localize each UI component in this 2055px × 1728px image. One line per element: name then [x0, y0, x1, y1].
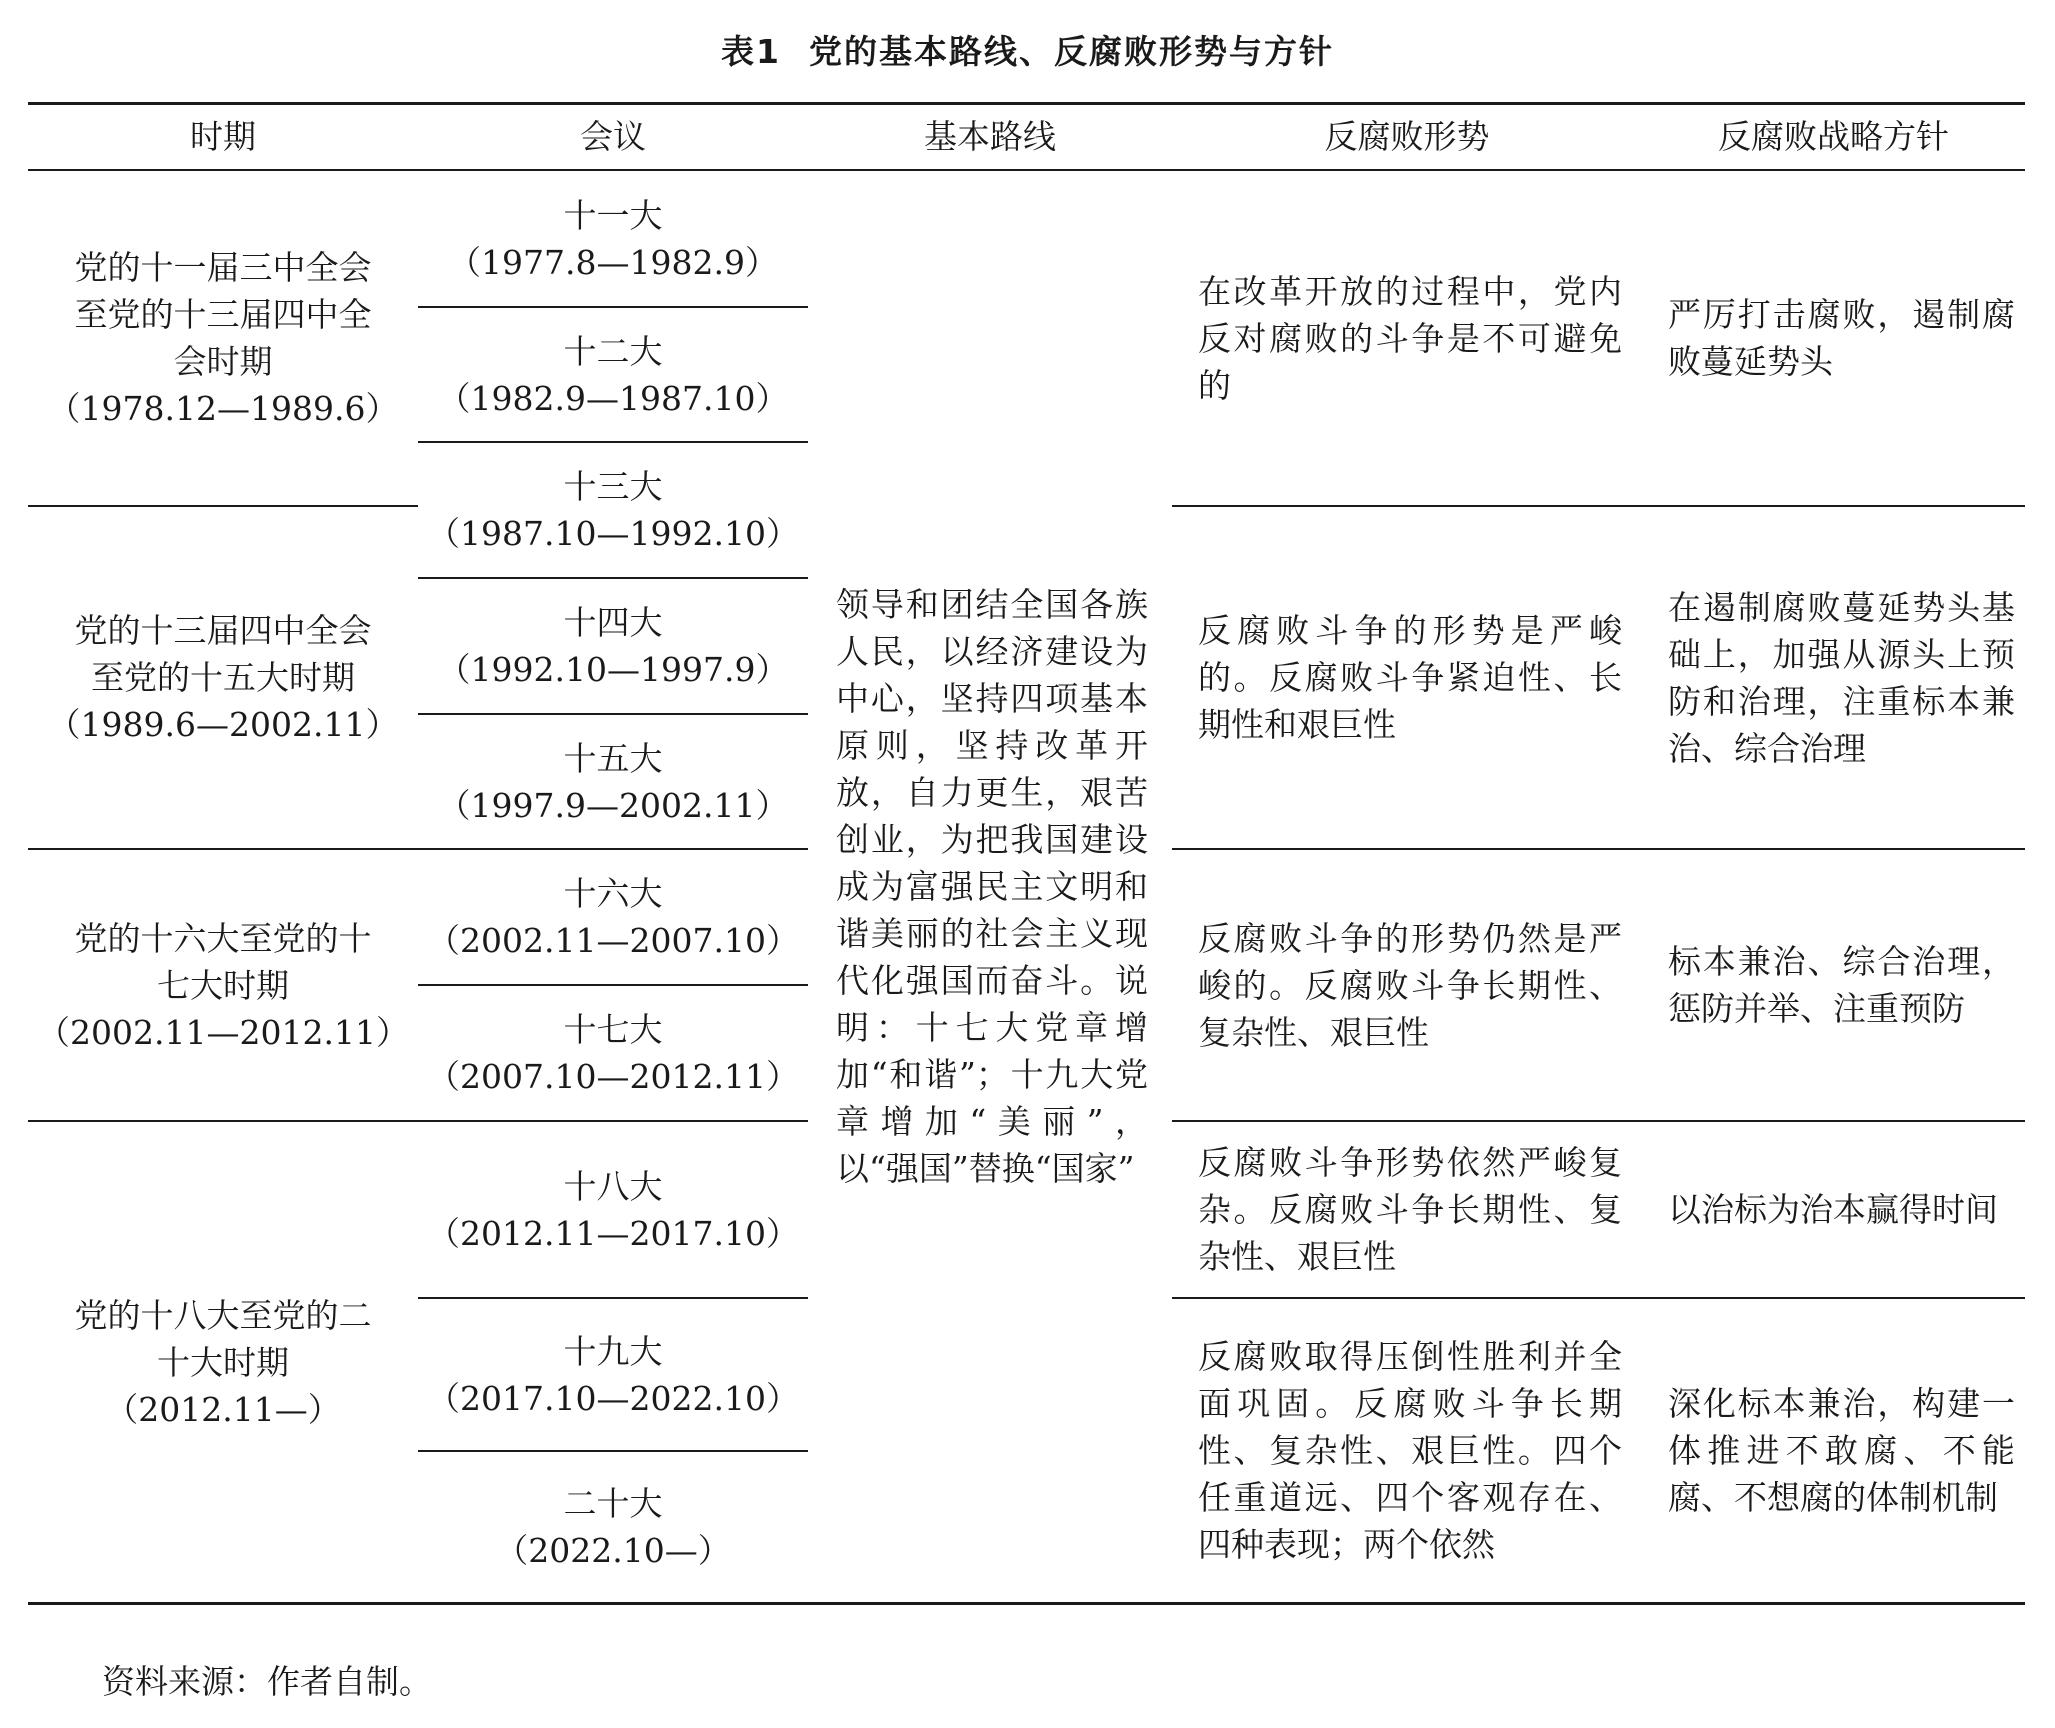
meeting-cell: 十一大 （1977.8—1982.9）	[448, 195, 778, 282]
situation-cell: 反腐败斗争的形势是严峻的。反腐败斗争紧迫性、长期性和艰巨性	[1198, 611, 1622, 744]
meeting-cell: 十九大 （2017.10—2022.10）	[427, 1331, 799, 1418]
situation-cell: 在改革开放的过程中，党内反对腐败的斗争是不可避免的	[1198, 271, 1622, 405]
period-cell: 党的十三届四中全会 至党的十五大时期 （1989.6—2002.11）	[47, 611, 399, 744]
meeting-cell: 十七大 （2007.10—2012.11）	[427, 1010, 799, 1096]
period-cell: 党的十一届三中全会 至党的十三届四中全 会时期 （1978.12—1989.6）	[47, 248, 399, 428]
situation-cell: 反腐败斗争的形势仍然是严峻的。反腐败斗争长期性、复杂性、艰巨性	[1198, 918, 1622, 1052]
meeting-cell: 十二大 （1982.9—1987.10）	[437, 331, 789, 418]
header-basic-line: 基本路线	[924, 117, 1056, 156]
meeting-cell: 二十大 （2022.10—）	[495, 1484, 731, 1570]
meeting-cell: 十三大 （1987.10—1992.10）	[427, 467, 799, 553]
period-cell: 党的十六大至党的十 七大时期 （2002.11—2012.11）	[37, 918, 409, 1052]
meeting-cell: 十六大 （2002.11—2007.10）	[427, 874, 799, 960]
meeting-cell: 十四大 （1992.10—1997.9）	[437, 603, 789, 689]
situation-cell: 反腐败取得压倒性胜利并全面巩固。反腐败斗争长期性、复杂性、艰巨性。四个任重道远、四个客观存在、四种表现；两个依然	[1198, 1337, 1622, 1564]
table-number: 表1	[721, 32, 781, 71]
table-title-text: 党的基本路线、反腐败形势与方针	[808, 32, 1334, 71]
meeting-cell: 十八大 （2012.11—2017.10）	[427, 1166, 799, 1253]
policy-cell: 深化标本兼治，构建一体推进不敢腐、不能腐、不想腐的体制机制	[1668, 1384, 2015, 1517]
meeting-cell: 十五大 （1997.9—2002.11）	[437, 738, 789, 825]
source-note: 资料来源：作者自制。	[102, 1662, 432, 1701]
policy-cell: 在遏制腐败蔓延势头基础上，加强从源头上预防和治理，注重标本兼治、综合治理	[1668, 587, 2015, 768]
header-meeting: 会议	[580, 117, 646, 156]
header-period: 时期	[190, 117, 256, 156]
period-cell: 党的十八大至党的二 十大时期 （2012.11—）	[74, 1295, 372, 1429]
situation-cell: 反腐败斗争形势依然严峻复杂。反腐败斗争长期性、复杂性、艰巨性	[1198, 1143, 1622, 1276]
header-situation: 反腐败形势	[1324, 117, 1490, 156]
policy-cell: 严厉打击腐败，遏制腐败蔓延势头	[1668, 295, 2015, 381]
table-title	[0, 26, 2055, 73]
basic-line-cell: 领导和团结全国各族人民，以经济建设为中心，坚持四项基本原则，坚持改革开放，自力更生，艰苦创业，为把我国建设成为富强民主文明和谐美丽的社会主义现代化强国而奋斗。说明：十七大党章增加“和谐”；十九大党章增加“美丽”，以“强国”替换“国家”	[836, 585, 1148, 1188]
bottom-rule	[28, 1602, 2025, 1605]
policy-cell: 以治标为治本赢得时间	[1668, 1190, 1998, 1229]
header-policy: 反腐败战略方针	[1718, 117, 1949, 156]
policy-cell: 标本兼治、综合治理，惩防并举、注重预防	[1668, 942, 2015, 1028]
